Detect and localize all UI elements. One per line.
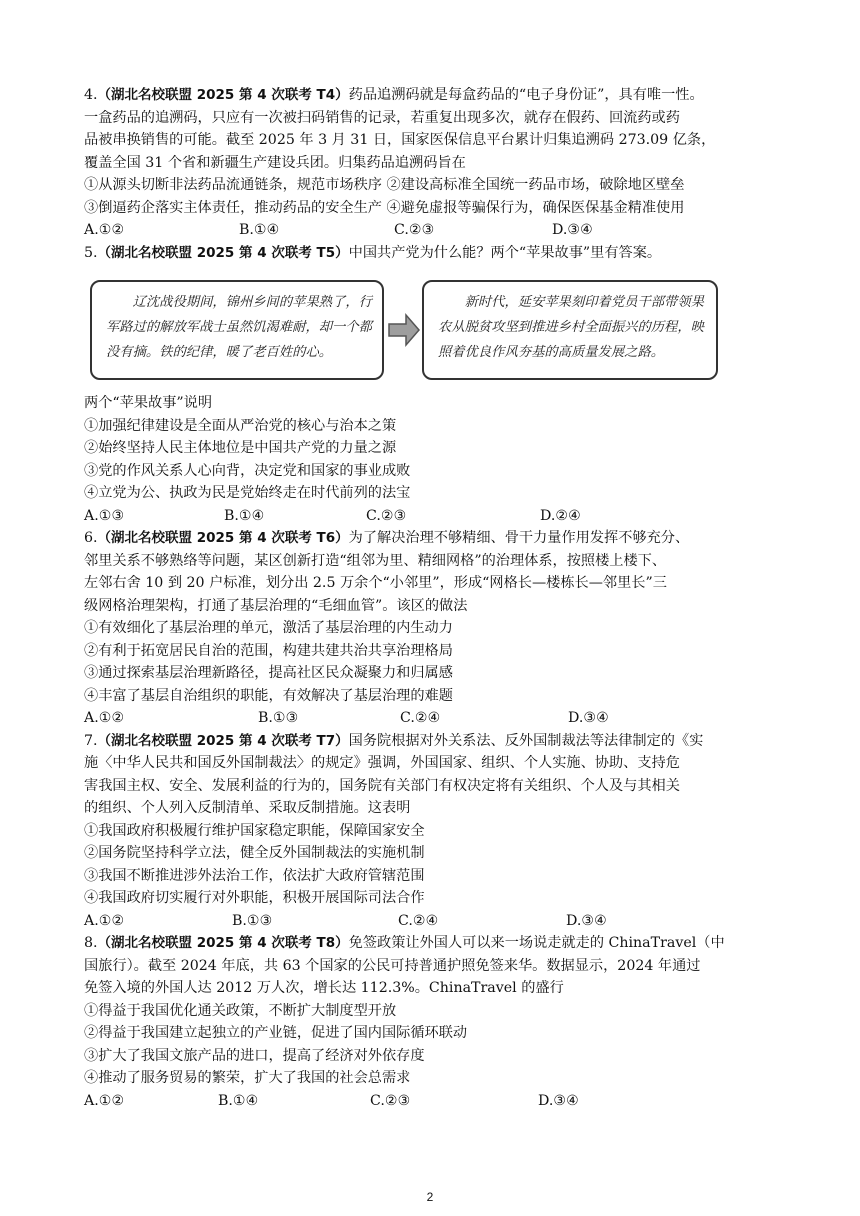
question-source-tag: （湖北名校联盟 2025 第 4 次联考 T4） xyxy=(97,87,349,103)
question-4-stem-line-4: 覆盖全国 31 个省和新疆生产建设兵团。归集药品追溯码旨在 xyxy=(84,154,466,171)
question-6-item-1: ①有效细化了基层治理的单元，激活了基层治理的内生动力 xyxy=(84,620,453,636)
option-b[interactable]: B.①④ xyxy=(224,507,265,524)
option-a[interactable]: A.①② xyxy=(84,710,125,726)
question-4-items-line-2: ③倒逼药企落实主体责任，推动药品的安全生产 ④避免虚报等骗保行为，确保医保基金精准使用 xyxy=(84,199,685,216)
question-8-item-2: ②得益于我国建立起独立的产业链，促进了国内国际循环联动 xyxy=(84,1025,468,1041)
question-8 xyxy=(84,932,784,1112)
option-b[interactable]: B.①③ xyxy=(258,710,299,726)
question-7-item-4: ④我国政府切实履行对外职能，积极开展国际司法合作 xyxy=(84,890,425,906)
question-8-item-4: ④推动了服务贸易的繁荣，扩大了我国的社会总需求 xyxy=(84,1070,411,1086)
option-c[interactable]: C.②③ xyxy=(366,507,407,524)
question-6-stem-line-4: 级网格治理架构，打通了基层治理的“毛细血管”。该区的做法 xyxy=(84,597,468,614)
question-6-item-4: ④丰富了基层自治组织的职能，有效解决了基层治理的难题 xyxy=(84,687,453,704)
question-6-item-2: ②有利于拓宽居民自治的范围，构建共建共治共享治理格局 xyxy=(84,642,453,659)
question-5 xyxy=(84,242,784,528)
question-4-stem-line-1 xyxy=(84,84,784,107)
question-7-stem-line-4: 的组织、个人列入反制清单、采取反制措施。这表明 xyxy=(84,800,411,816)
question-source-tag: （湖北名校联盟 2025 第 4 次联考 T8） xyxy=(97,935,349,951)
question-number: 6. xyxy=(84,530,98,546)
question-8-stem-line-1 xyxy=(84,932,784,955)
story-text-yanan: 新时代，延安苹果刻印着党员干部带领果农从脱贫攻坚到推进乡村全面振兴的历程，映照着优良作风夯基的高质量发展之路。 xyxy=(438,295,704,360)
question-number: 7. xyxy=(84,732,98,749)
option-b[interactable]: B.①④ xyxy=(218,1092,259,1109)
exam-page xyxy=(84,84,784,1112)
option-d[interactable]: D.③④ xyxy=(568,710,609,726)
option-a[interactable]: A.①② xyxy=(84,1092,125,1109)
question-7 xyxy=(84,730,784,933)
apple-stories-figure xyxy=(84,270,784,388)
question-7-stem-text: 国务院根据对外关系法、反外国制裁法等法律制定的《实 xyxy=(348,732,704,749)
question-6-stem-line-3: 左邻右舍 10 到 20 户标准，划分出 2.5 万余个“小邻里”，形成“网格长—楼栋长—邻里长”三 xyxy=(84,575,667,591)
question-8-stem-line-3: 免签入境的外国人达 2012 万人次，增长达 112.3%。ChinaTravel 的盛行 xyxy=(84,980,564,996)
question-7-item-2: ②国务院坚持科学立法，健全反外国制裁法的实施机制 xyxy=(84,845,425,861)
question-number: 5. xyxy=(84,244,98,261)
question-8-stem-text: 免签政策让外国人可以来一场说走就走的 ChinaTravel（中 xyxy=(348,935,725,951)
question-number: 8. xyxy=(84,935,98,951)
question-source-tag: （湖北名校联盟 2025 第 4 次联考 T7） xyxy=(97,732,349,749)
question-7-stem-line-1 xyxy=(84,730,784,753)
question-6-item-3: ③通过探索基层治理新路径，提高社区民众凝聚力和归属感 xyxy=(84,665,453,681)
option-a[interactable]: A.①③ xyxy=(84,507,125,524)
option-c[interactable]: C.②④ xyxy=(400,710,441,726)
question-7-stem-line-2: 施〈中华人民共和国反外国制裁法〉的规定》强调，外国国家、组织、个人实施、协助、支持危 xyxy=(84,755,680,771)
question-4-stem-line-3: 品被串换销售的可能。截至 2025 年 3 月 31 日，国家医保信息平台累计归集追溯码 273.09 亿条， xyxy=(84,132,716,148)
option-d[interactable]: D.②④ xyxy=(540,507,581,524)
right-arrow-icon xyxy=(388,312,420,348)
option-b[interactable]: B.①④ xyxy=(239,222,280,238)
question-4 xyxy=(84,84,784,242)
question-5-item-3: ③党的作风关系人心向背，决定党和国家的事业成败 xyxy=(84,462,411,479)
question-5-lead: 两个“苹果故事”说明 xyxy=(84,395,213,411)
question-5-item-4: ④立党为公、执政为民是党始终走在时代前列的法宝 xyxy=(84,485,411,501)
story-box-yanan xyxy=(422,280,718,380)
question-6-stem-line-2: 邻里关系不够熟络等问题，某区创新打造“组邻为里、精细网格”的治理体系，按照楼上楼下、 xyxy=(84,552,667,569)
question-5-stem-text: 中国共产党为什么能？两个“苹果故事”里有答案。 xyxy=(348,244,662,261)
page-number: 2 xyxy=(426,1190,434,1204)
question-8-item-3: ③扩大了我国文旅产品的进口，提高了经济对外依存度 xyxy=(84,1047,425,1064)
question-5-item-1: ①加强纪律建设是全面从严治党的核心与治本之策 xyxy=(84,417,397,434)
option-d[interactable]: D.③④ xyxy=(538,1092,579,1109)
option-c[interactable]: C.②③ xyxy=(394,222,435,238)
question-6-options xyxy=(84,707,784,730)
option-b[interactable]: B.①③ xyxy=(232,912,273,929)
question-4-stem-text: 药品追溯码就是每盒药品的“电子身份证”，具有唯一性。 xyxy=(348,87,704,103)
option-c[interactable]: C.②③ xyxy=(370,1092,411,1109)
question-8-options xyxy=(84,1090,784,1113)
question-8-item-1: ①得益于我国优化通关政策，不断扩大制度型开放 xyxy=(84,1002,397,1019)
story-box-liaoshen xyxy=(90,280,384,380)
question-number: 4. xyxy=(84,87,98,103)
question-7-item-1: ①我国政府积极履行维护国家稳定职能，保障国家安全 xyxy=(84,822,425,839)
question-7-item-3: ③我国不断推进涉外法治工作，依法扩大政府管辖范围 xyxy=(84,867,425,884)
question-4-stem-line-2: 一盒药品的追溯码，只应有一次被扫码销售的记录，若重复出现多次，就存在假药、回流药或药 xyxy=(84,109,680,126)
question-6 xyxy=(84,527,784,730)
question-7-stem-line-3: 害我国主权、安全、发展利益的行为的，国务院有关部门有权决定将有关组织、个人及与其相关 xyxy=(84,777,680,794)
question-5-options xyxy=(84,505,784,528)
option-d[interactable]: D.③④ xyxy=(552,222,593,238)
question-8-stem-line-2: 国旅行）。截至 2024 年底，共 63 个国家的公民可持普通护照免签来华。数据显示，2024 年通过 xyxy=(84,957,701,974)
question-5-stem xyxy=(84,242,784,265)
question-4-options xyxy=(84,219,784,242)
story-text-liaoshen: 辽沈战役期间，锦州乡间的苹果熟了，行军路过的解放军战士虽然饥渴难耐，却一个都没有摘。铁的纪律，暖了老百姓的心。 xyxy=(106,295,372,360)
option-c[interactable]: C.②④ xyxy=(398,912,439,929)
question-6-stem-text: 为了解决治理不够精细、骨干力量作用发挥不够充分、 xyxy=(348,530,690,546)
question-6-stem-line-1 xyxy=(84,527,784,550)
question-7-options xyxy=(84,910,784,933)
question-source-tag: （湖北名校联盟 2025 第 4 次联考 T6） xyxy=(97,530,349,546)
question-5-item-2: ②始终坚持人民主体地位是中国共产党的力量之源 xyxy=(84,440,397,456)
option-a[interactable]: A.①② xyxy=(84,912,125,929)
option-a[interactable]: A.①② xyxy=(84,222,125,238)
question-source-tag: （湖北名校联盟 2025 第 4 次联考 T5） xyxy=(97,244,349,261)
option-d[interactable]: D.③④ xyxy=(566,912,607,929)
question-4-items-line-1: ①从源头切断非法药品流通链条，规范市场秩序 ②建设高标准全国统一药品市场，破除地区壁垒 xyxy=(84,177,685,193)
